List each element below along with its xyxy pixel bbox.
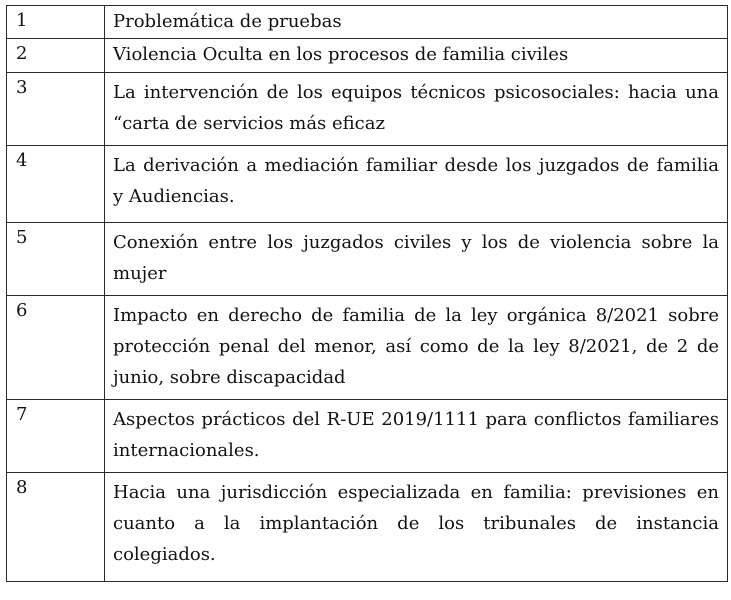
table-row (7, 6, 728, 39)
row-text: Hacia una jurisdicción especializada en familia: previsiones en cuanto a la implantación de los tribunales de instancia colegiados. (105, 473, 728, 582)
row-number: 4 (7, 146, 105, 223)
row-number: 5 (7, 223, 105, 296)
row-number: 8 (7, 473, 105, 582)
row-text: Aspectos prácticos del R-UE 2019/1111 para conflictos familiares internacionales. (105, 400, 728, 473)
row-number: 3 (7, 73, 105, 146)
row-text: Problemática de pruebas (105, 6, 728, 39)
row-text: Impacto en derecho de familia de la ley orgánica 8/2021 sobre protección penal del menor, así como de la ley 8/2021, de 2 de junio, sobre discapacidad (105, 296, 728, 400)
row-text: Violencia Oculta en los procesos de familia civiles (105, 39, 728, 73)
table-row (7, 400, 728, 473)
row-text: Conexión entre los juzgados civiles y los de violencia sobre la mujer (105, 223, 728, 296)
row-number: 6 (7, 296, 105, 400)
row-number: 7 (7, 400, 105, 473)
topics-table (6, 5, 728, 582)
table-row (7, 296, 728, 400)
row-number: 2 (7, 39, 105, 73)
table-row (7, 223, 728, 296)
row-text: La intervención de los equipos técnicos psicosociales: hacia una “carta de servicios más eficaz (105, 73, 728, 146)
table-row (7, 146, 728, 223)
table-row (7, 39, 728, 73)
table-row (7, 73, 728, 146)
row-text: La derivación a mediación familiar desde los juzgados de familia y Audiencias. (105, 146, 728, 223)
table-row (7, 473, 728, 582)
row-number: 1 (7, 6, 105, 39)
